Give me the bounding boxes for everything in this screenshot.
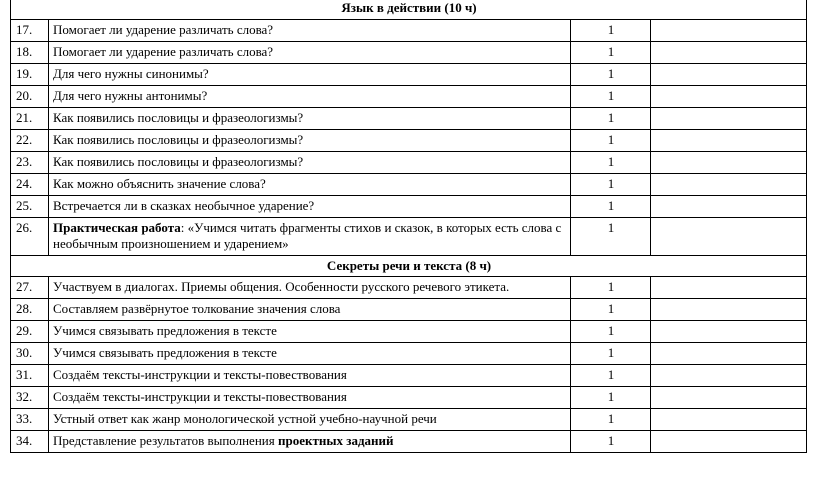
row-hours: 1 [571, 108, 651, 130]
row-topic: Как появились пословицы и фразеологизмы? [49, 152, 571, 174]
section-header [11, 0, 807, 20]
row-hours: 1 [571, 20, 651, 42]
row-topic: Учимся связывать предложения в тексте [49, 321, 571, 343]
row-number: 34. [11, 431, 49, 453]
row-hours: 1 [571, 218, 651, 256]
row-number: 27. [11, 277, 49, 299]
row-number: 33. [11, 409, 49, 431]
table-row [11, 174, 807, 196]
row-notes [651, 130, 807, 152]
row-number: 24. [11, 174, 49, 196]
row-hours: 1 [571, 86, 651, 108]
row-number: 19. [11, 64, 49, 86]
table-row [11, 130, 807, 152]
project-tasks-label: проектных заданий [277, 433, 394, 448]
row-notes [651, 299, 807, 321]
row-number: 31. [11, 365, 49, 387]
row-number: 20. [11, 86, 49, 108]
row-topic: Устный ответ как жанр монологической устной учебно-научной речи [49, 409, 571, 431]
row-notes [651, 196, 807, 218]
table-row [11, 343, 807, 365]
row-topic: Помогает ли ударение различать слова? [49, 20, 571, 42]
row-number: 21. [11, 108, 49, 130]
table-row [11, 86, 807, 108]
row-number: 29. [11, 321, 49, 343]
row-topic: Для чего нужны антонимы? [49, 86, 571, 108]
row-topic: Участвуем в диалогах. Приемы общения. Особенности русского речевого этикета. [49, 277, 571, 299]
table-row [11, 277, 807, 299]
row-notes [651, 409, 807, 431]
row-hours: 1 [571, 277, 651, 299]
table-row [11, 299, 807, 321]
row-topic [49, 218, 571, 256]
table-row [11, 20, 807, 42]
row-topic: Составляем развёрнутое толкование значения слова [49, 299, 571, 321]
row-hours: 1 [571, 196, 651, 218]
row-notes [651, 387, 807, 409]
row-number: 23. [11, 152, 49, 174]
row-hours: 1 [571, 387, 651, 409]
section-title: Секреты речи и текста (8 ч) [11, 256, 807, 277]
section-header [11, 256, 807, 277]
row-notes [651, 277, 807, 299]
table-row [11, 64, 807, 86]
lesson-plan-table [10, 0, 807, 453]
row-notes [651, 20, 807, 42]
practical-work-label: Практическая работа [53, 220, 181, 235]
row-notes [651, 86, 807, 108]
table-row [11, 431, 807, 453]
row-topic [49, 431, 571, 453]
row-topic: Для чего нужны синонимы? [49, 64, 571, 86]
row-topic: Создаём тексты-инструкции и тексты-повествования [49, 387, 571, 409]
row-number: 25. [11, 196, 49, 218]
row-notes [651, 365, 807, 387]
table-row [11, 42, 807, 64]
row-topic: Помогает ли ударение различать слова? [49, 42, 571, 64]
row-notes [651, 152, 807, 174]
row-notes [651, 321, 807, 343]
row-hours: 1 [571, 409, 651, 431]
row-topic: Учимся связывать предложения в тексте [49, 343, 571, 365]
row-number: 18. [11, 42, 49, 64]
row-hours: 1 [571, 299, 651, 321]
row-hours: 1 [571, 64, 651, 86]
section-title: Язык в действии (10 ч) [11, 0, 807, 20]
row-hours: 1 [571, 130, 651, 152]
row-notes [651, 431, 807, 453]
row-notes [651, 174, 807, 196]
table-row [11, 196, 807, 218]
row-notes [651, 108, 807, 130]
row-notes [651, 42, 807, 64]
table-row [11, 365, 807, 387]
row-hours: 1 [571, 152, 651, 174]
table-row [11, 409, 807, 431]
row-number: 22. [11, 130, 49, 152]
table-row [11, 387, 807, 409]
row-notes [651, 218, 807, 256]
row-notes [651, 64, 807, 86]
row-notes [651, 343, 807, 365]
table-row [11, 218, 807, 256]
table-row [11, 321, 807, 343]
row-topic: Создаём тексты-инструкции и тексты-повествования [49, 365, 571, 387]
row-topic: Как появились пословицы и фразеологизмы? [49, 130, 571, 152]
row-hours: 1 [571, 431, 651, 453]
table-row [11, 152, 807, 174]
row-hours: 1 [571, 365, 651, 387]
row-topic-text: Представление результатов выполнения [53, 433, 278, 448]
table-row [11, 108, 807, 130]
row-number: 26. [11, 218, 49, 256]
row-number: 32. [11, 387, 49, 409]
row-hours: 1 [571, 343, 651, 365]
row-topic-text: : «Учимся читать фрагменты стихов и сказок, в которых есть слова с необычным произношением и ударением» [53, 220, 562, 251]
row-number: 30. [11, 343, 49, 365]
row-hours: 1 [571, 42, 651, 64]
row-number: 17. [11, 20, 49, 42]
row-number: 28. [11, 299, 49, 321]
row-topic: Как появились пословицы и фразеологизмы? [49, 108, 571, 130]
row-topic: Как можно объяснить значение слова? [49, 174, 571, 196]
row-hours: 1 [571, 321, 651, 343]
row-hours: 1 [571, 174, 651, 196]
row-topic: Встречается ли в сказках необычное ударение? [49, 196, 571, 218]
